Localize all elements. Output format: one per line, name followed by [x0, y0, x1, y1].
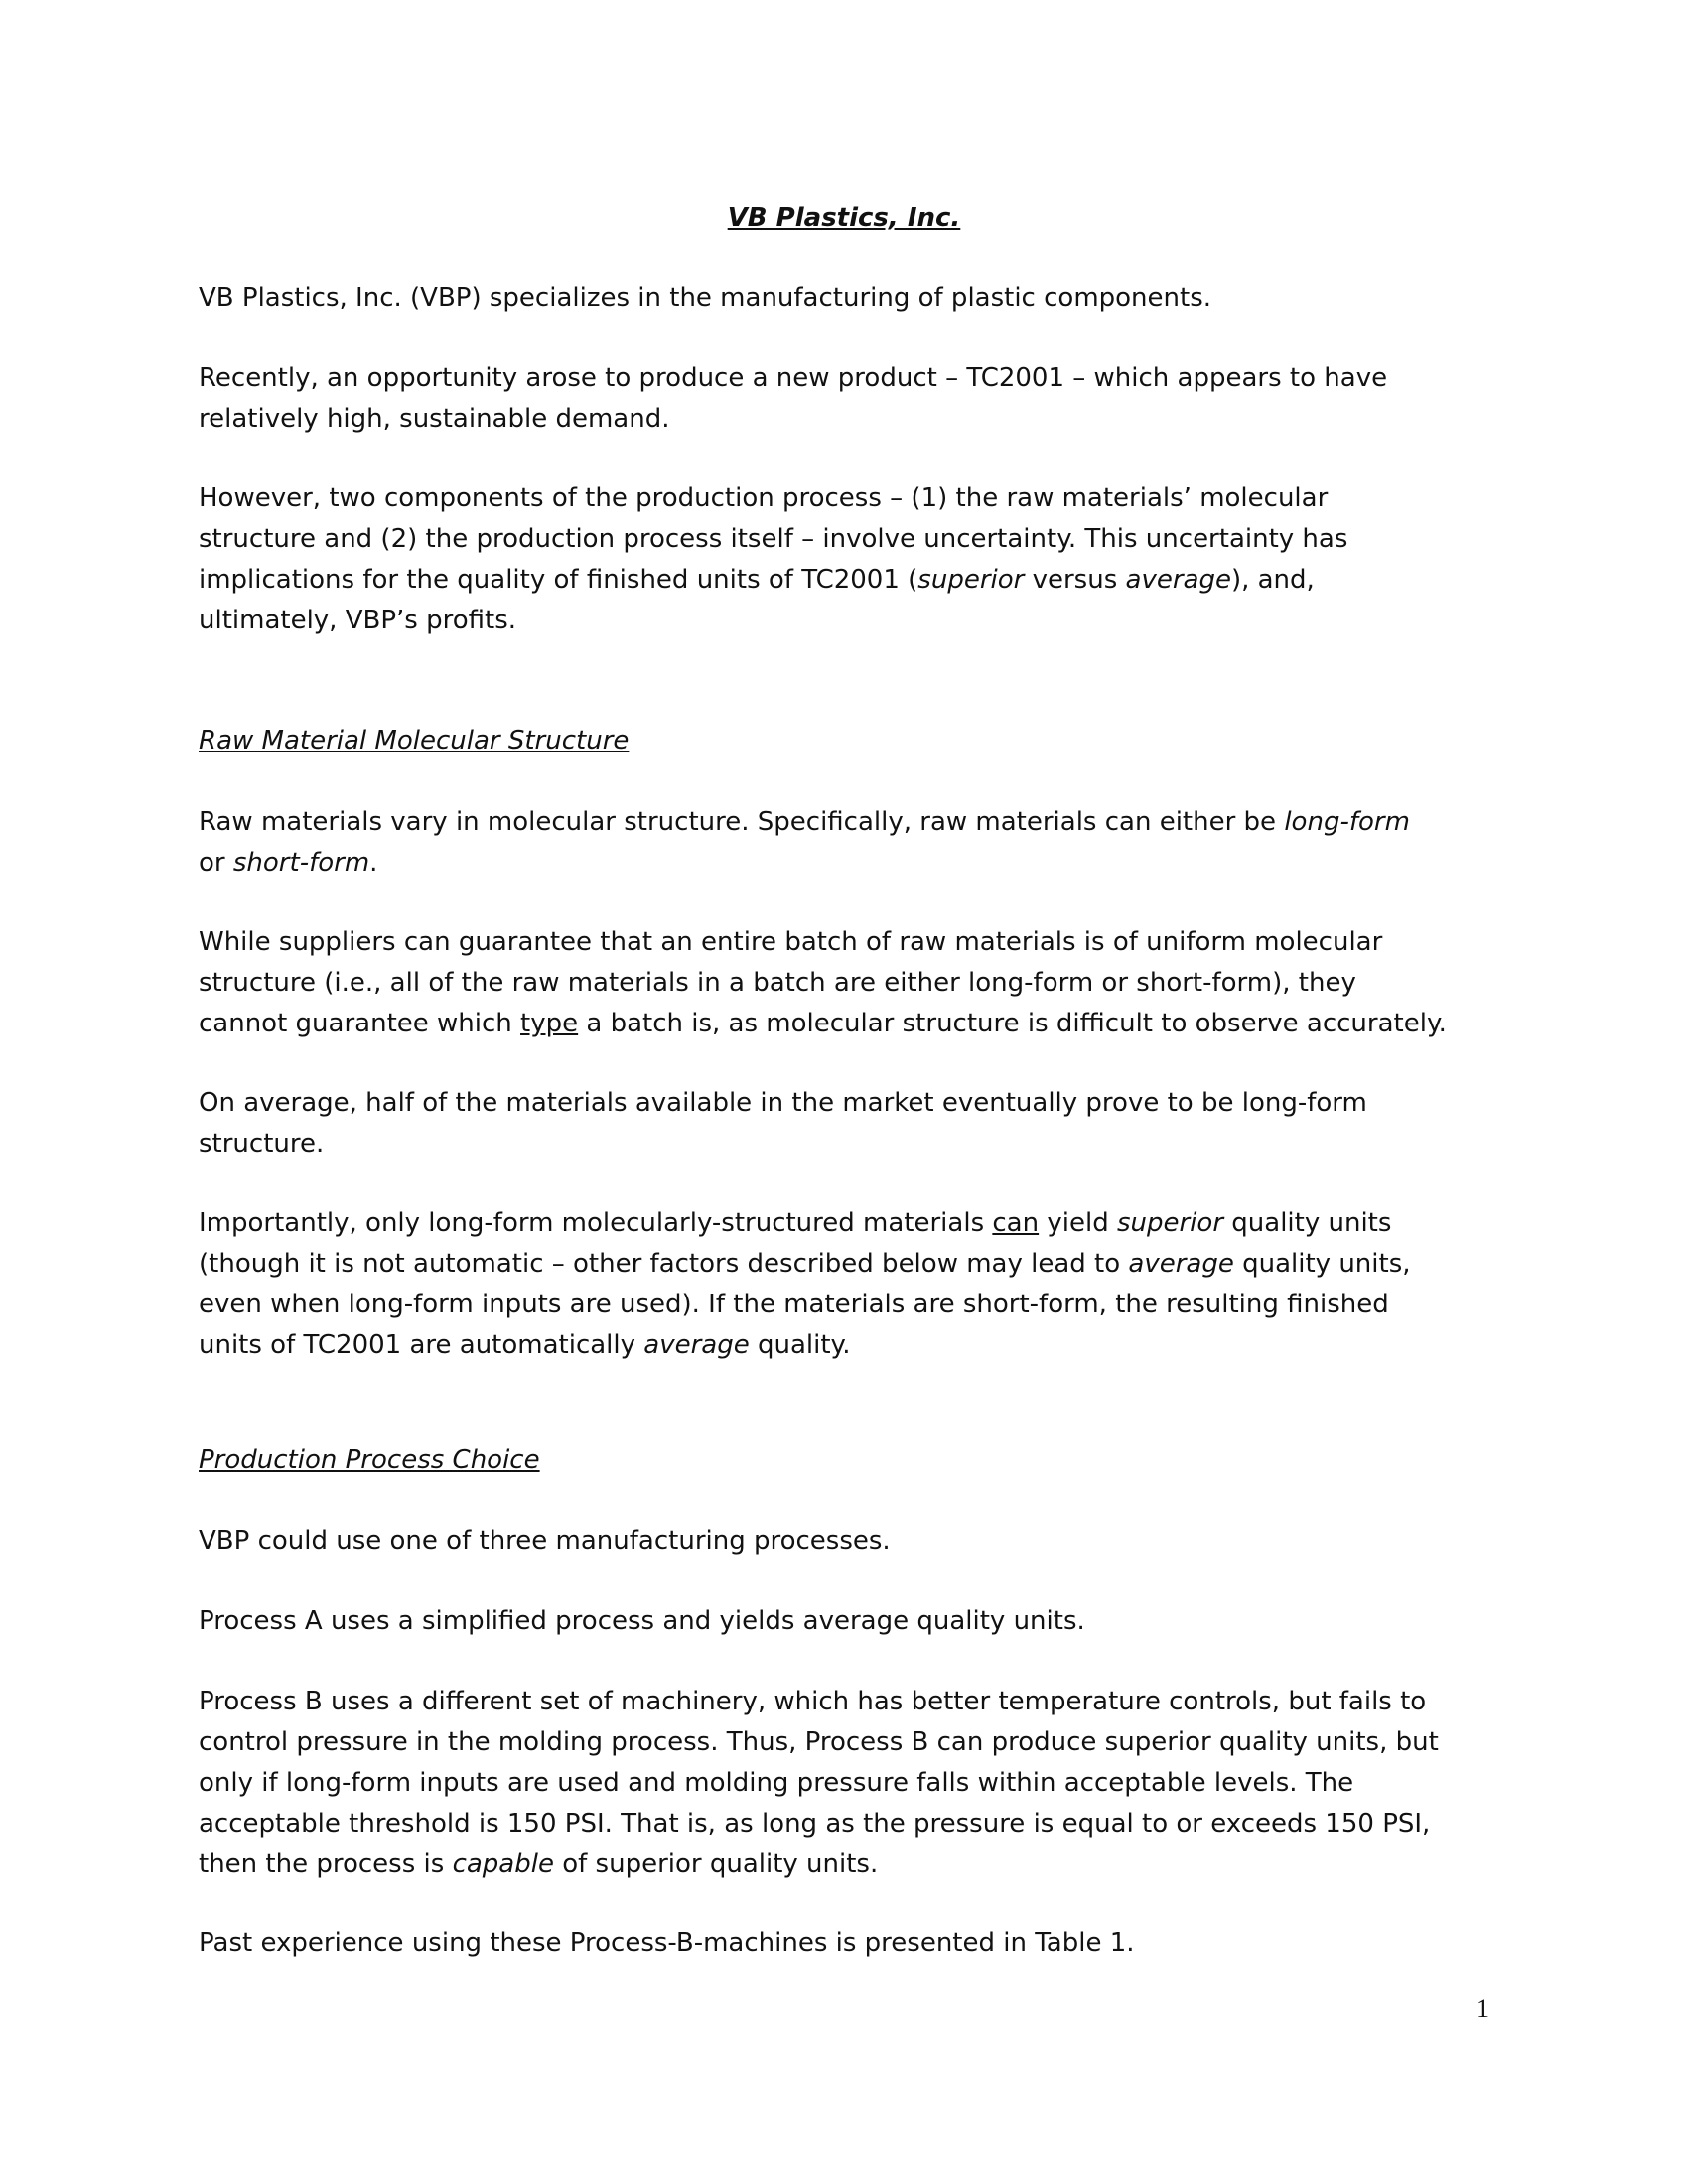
paragraph-raw-materials: [199, 802, 1489, 884]
text-line: even when long-form inputs are used). If the materials are short-form, the resulting finished: [199, 1290, 1389, 1319]
section-heading-production-process: Production Process Choice: [199, 1445, 540, 1475]
text-line: [199, 1004, 1489, 1044]
text-line: While suppliers can guarantee that an entire batch of raw materials is of uniform molecular: [199, 927, 1383, 957]
underlined-text: can: [992, 1208, 1040, 1238]
paragraph-suppliers: [199, 922, 1489, 1044]
text-line: [199, 802, 1489, 843]
italic-text: superior: [917, 565, 1025, 595]
text-line: [199, 843, 1489, 884]
underlined-text: type: [520, 1009, 579, 1038]
text-run: cannot guarantee which: [199, 1009, 521, 1038]
text-line: structure (i.e., all of the raw materials in a batch are either long-form or short-form), they: [199, 968, 1356, 998]
text-line: only if long-form inputs are used and molding pressure falls within acceptable levels. The: [199, 1768, 1354, 1798]
italic-text: capable: [452, 1849, 554, 1879]
text-line: [199, 1325, 1489, 1366]
text-run: units of TC2001 are automatically: [199, 1330, 644, 1360]
text-line: [199, 560, 1489, 601]
text-run: Raw materials vary in molecular structure. Specifically, raw materials can either be: [199, 807, 1285, 837]
text-run: then the process is: [199, 1849, 453, 1879]
text-run: of superior quality units.: [553, 1849, 879, 1879]
text-line: relatively high, sustainable demand.: [199, 404, 670, 434]
paragraph-intro: [199, 278, 1489, 319]
paragraph-vbp-processes: [199, 1521, 1489, 1562]
document-title: VB Plastics, Inc.: [727, 204, 961, 233]
italic-text: average: [643, 1330, 750, 1360]
text-line: [199, 1244, 1489, 1285]
text-line: acceptable threshold is 150 PSI. That is, as long as the pressure is equal to or exceeds 150 PSI,: [199, 1809, 1431, 1839]
text-line: However, two components of the production process – (1) the raw materials’ molecular: [199, 483, 1329, 513]
text-line: structure.: [199, 1129, 325, 1159]
text-line: Process B uses a different set of machinery, which has better temperature controls, but fails to: [199, 1687, 1427, 1716]
text-run: yield: [1039, 1208, 1117, 1238]
text-run: quality units,: [1233, 1249, 1411, 1279]
text-run: versus: [1024, 565, 1126, 595]
text-run: implications for the quality of finished units of TC2001 (: [199, 565, 918, 595]
paragraph-recently: [199, 358, 1489, 440]
text-line: ultimately, VBP’s profits.: [199, 606, 516, 635]
text-run: .: [369, 848, 378, 878]
text-line: VBP could use one of three manufacturing processes.: [199, 1526, 891, 1556]
paragraph-process-b: [199, 1682, 1489, 1885]
text-run: Importantly, only long-form molecularly-structured materials: [199, 1208, 993, 1238]
page-number: 1: [1477, 1994, 1489, 2023]
text-run: ), and,: [1230, 565, 1315, 595]
text-run: or: [199, 848, 233, 878]
text-line: On average, half of the materials available in the market eventually prove to be long-form: [199, 1088, 1367, 1118]
text-run: a batch is, as molecular structure is difficult to observe accurately.: [578, 1009, 1447, 1038]
italic-text: short-form: [232, 848, 370, 878]
text-line: [199, 1203, 1489, 1244]
italic-text: long-form: [1284, 807, 1410, 837]
text-run: (though it is not automatic – other factors described below may lead to: [199, 1249, 1129, 1279]
italic-text: average: [1128, 1249, 1234, 1279]
text-line: [199, 1844, 1489, 1885]
text-run: quality.: [749, 1330, 851, 1360]
text-line: control pressure in the molding process. Thus, Process B can produce superior quality units, but: [199, 1727, 1439, 1757]
paragraph-process-a: [199, 1601, 1489, 1642]
italic-text: average: [1125, 565, 1231, 595]
italic-text: superior: [1116, 1208, 1224, 1238]
text-line: Recently, an opportunity arose to produce a new product – TC2001 – which appears to have: [199, 363, 1388, 393]
paragraph-importantly: [199, 1203, 1489, 1366]
text-line: structure and (2) the production process itself – involve uncertainty. This uncertainty has: [199, 524, 1348, 554]
paragraph-average: [199, 1083, 1489, 1164]
paragraph-past-experience: [199, 1923, 1489, 1964]
text-line: Past experience using these Process-B-machines is presented in Table 1.: [199, 1928, 1135, 1958]
text-line: VB Plastics, Inc. (VBP) specializes in the manufacturing of plastic components.: [199, 283, 1212, 313]
paragraph-however: [199, 478, 1489, 641]
text-line: Process A uses a simplified process and yields average quality units.: [199, 1606, 1085, 1636]
text-run: quality units: [1223, 1208, 1392, 1238]
section-heading-raw-material: Raw Material Molecular Structure: [199, 726, 630, 755]
